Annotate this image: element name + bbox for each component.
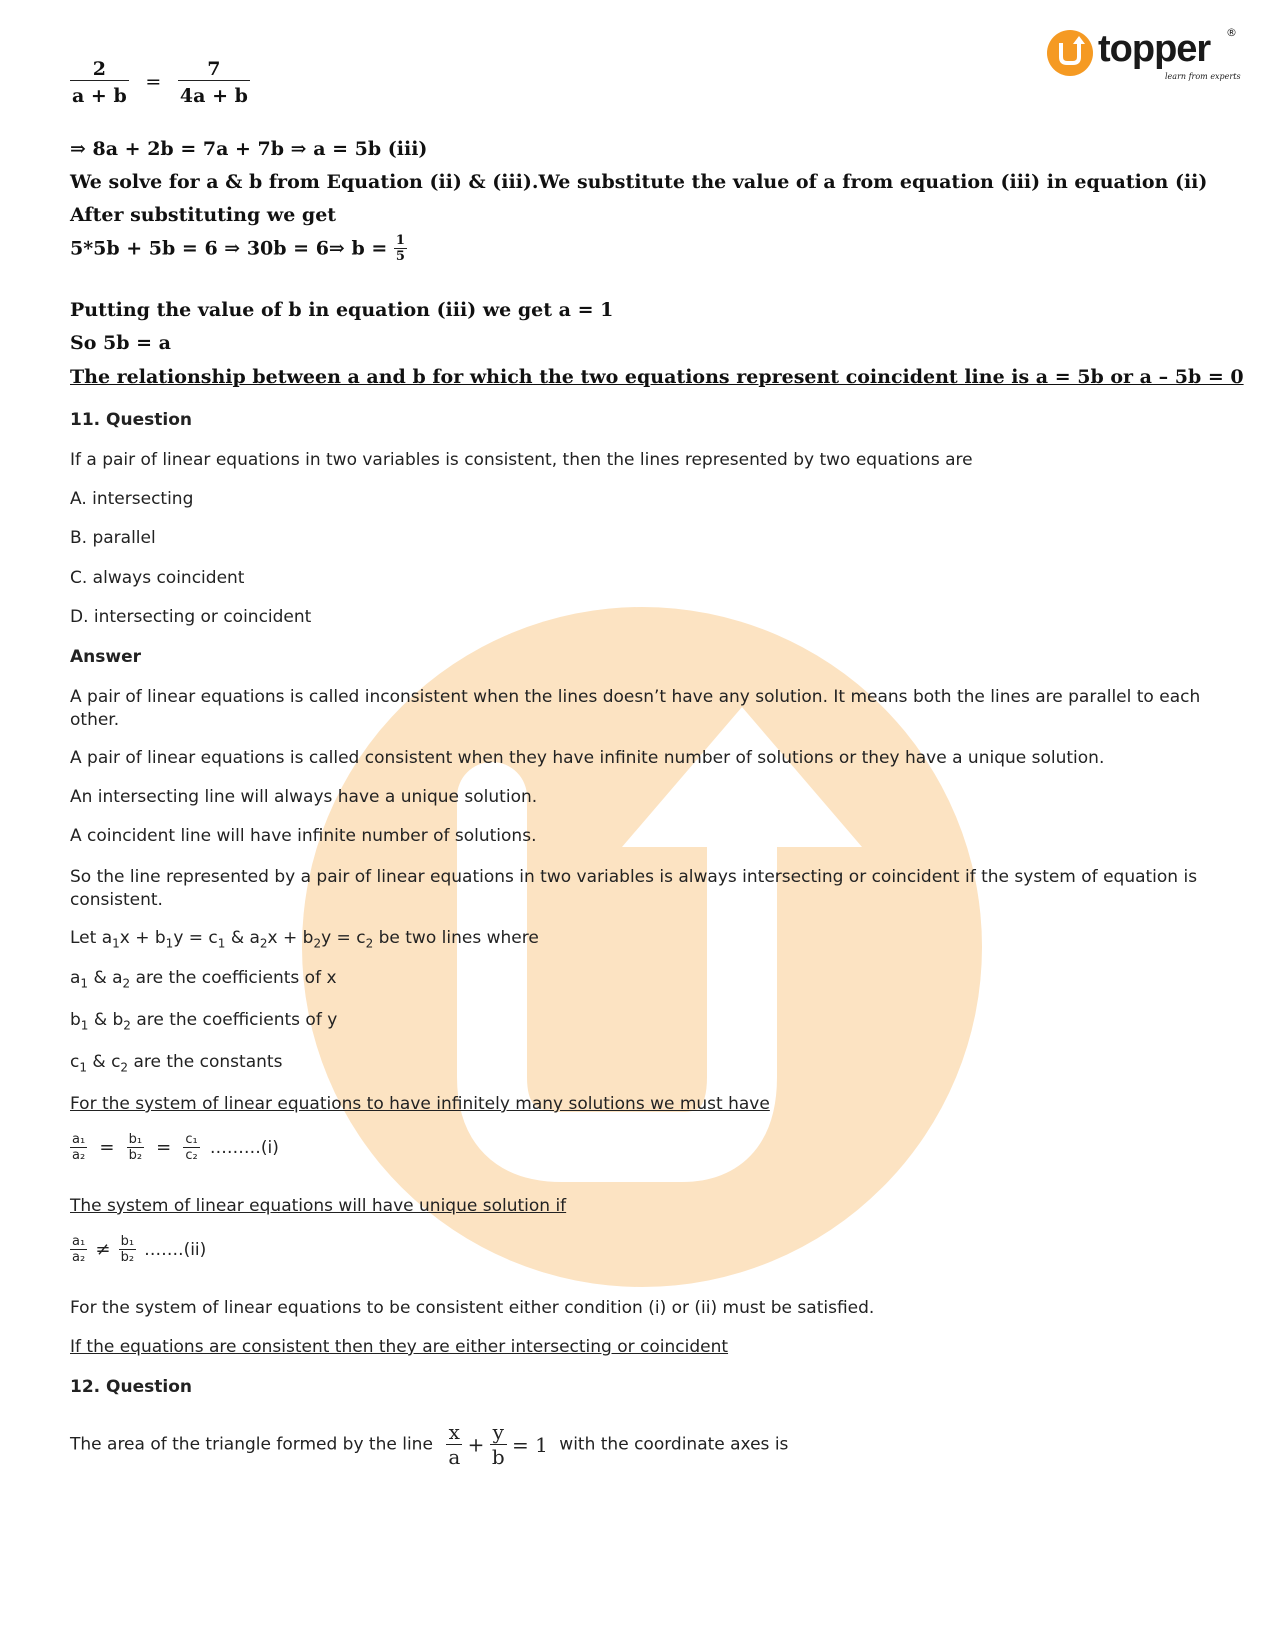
q11-consistency-statement: For the system of linear equations to be consistent either condition (i) or (ii) must be satisfied. bbox=[70, 1298, 875, 1318]
line-relationship-conclusion: The relationship between a and b for which the two equations represent coincident line is a = 5b or a – 5b = 0 bbox=[70, 366, 1244, 388]
q11-constants: $c_1$ & $c_2$ are the constants bbox=[70, 1052, 283, 1075]
line-solve-statement: We solve for a & b from Equation (ii) & (iii).We substitute the value of a from equation (iii) in equation (ii) bbox=[70, 171, 1208, 193]
line-derivation: ⇒ 8a + 2b = 7a + 7b ⇒ a = 5b (iii) bbox=[70, 138, 428, 160]
q11-question: If a pair of linear equations in two variables is consistent, then the lines represented by two equations are bbox=[70, 450, 973, 470]
q11-answer-heading: Answer bbox=[70, 647, 141, 667]
q11-final-conclusion: If the equations are consistent then they are either intersecting or coincident bbox=[70, 1337, 729, 1357]
logo-tagline: learn from experts bbox=[1165, 72, 1241, 81]
q11-let-equations: Let $a_1x + b_1y = c_1$ & $a_2x + b_2y = c_2$ be two lines where bbox=[70, 928, 539, 951]
q11-coefficients-x: $a_1$ & $a_2$ are the coefficients of x bbox=[70, 968, 337, 991]
q11-equation-ii: $\frac{\text{a₁}}{\text{a₂}}$ ≠ $\frac{\text{b₁}}{\text{b₂}}$ …….(ii) bbox=[72, 1234, 207, 1265]
q11-unique-condition: The system of linear equations will have unique solution if bbox=[70, 1196, 567, 1216]
q11-option-b: B. parallel bbox=[70, 528, 156, 548]
logo-brand: topper bbox=[1098, 28, 1211, 70]
q11-paragraph-consistent: A pair of linear equations is called consistent when they have infinite number of solutions or they have a unique solution. bbox=[70, 748, 1105, 768]
q11-paragraph-intersecting: An intersecting line will always have a unique solution. bbox=[70, 787, 538, 807]
q11-option-a: A. intersecting bbox=[70, 489, 194, 509]
logo-registered: ® bbox=[1226, 26, 1237, 39]
q11-coefficients-y: $b_1$ & $b_2$ are the coefficients of y bbox=[70, 1010, 338, 1033]
q12-heading: 12. Question bbox=[70, 1377, 192, 1397]
line-after-substituting: After substituting we get bbox=[70, 204, 337, 226]
q11-option-d: D. intersecting or coincident bbox=[70, 607, 312, 627]
q11-paragraph-inconsistent: A pair of linear equations is called inconsistent when the lines doesn’t have any solution. It means both the lines are parallel to each other. bbox=[70, 687, 1201, 730]
q11-paragraph-summary: So the line represented by a pair of linear equations in two variables is always intersecting or coincident if the system of equation is consistent. bbox=[70, 867, 1198, 910]
line-so-5b: So 5b = a bbox=[70, 332, 171, 354]
topper-logo bbox=[1040, 28, 1240, 88]
line-b-value: 5*5b + 5b = 6 ⇒ 30b = 6⇒ b = $\frac{1}{5}$ bbox=[70, 233, 405, 264]
q11-paragraph-coincident: A coincident line will have infinite number of solutions. bbox=[70, 826, 537, 846]
q11-option-c: C. always coincident bbox=[70, 568, 245, 588]
top-fraction-equation: $\frac{2}{a + b}$ = $\frac{7}{4a + b}$ bbox=[72, 58, 248, 107]
line-a-value: Putting the value of b in equation (iii) we get a = 1 bbox=[70, 299, 614, 321]
q11-infinite-condition: For the system of linear equations to have infinitely many solutions we must have bbox=[70, 1094, 770, 1114]
q11-heading: 11. Question bbox=[70, 410, 192, 430]
q12-question: The area of the triangle formed by the line $\frac{x}{a}$ + $\frac{y}{b}$ = 1 with the coordinate axes is bbox=[70, 1420, 789, 1469]
q11-equation-i: $\frac{\text{a₁}}{\text{a₂}}$ = $\frac{\text{b₁}}{\text{b₂}}$ = $\frac{\text{c₁}}{\text{c₂}}$ ………(i) bbox=[72, 1132, 279, 1163]
